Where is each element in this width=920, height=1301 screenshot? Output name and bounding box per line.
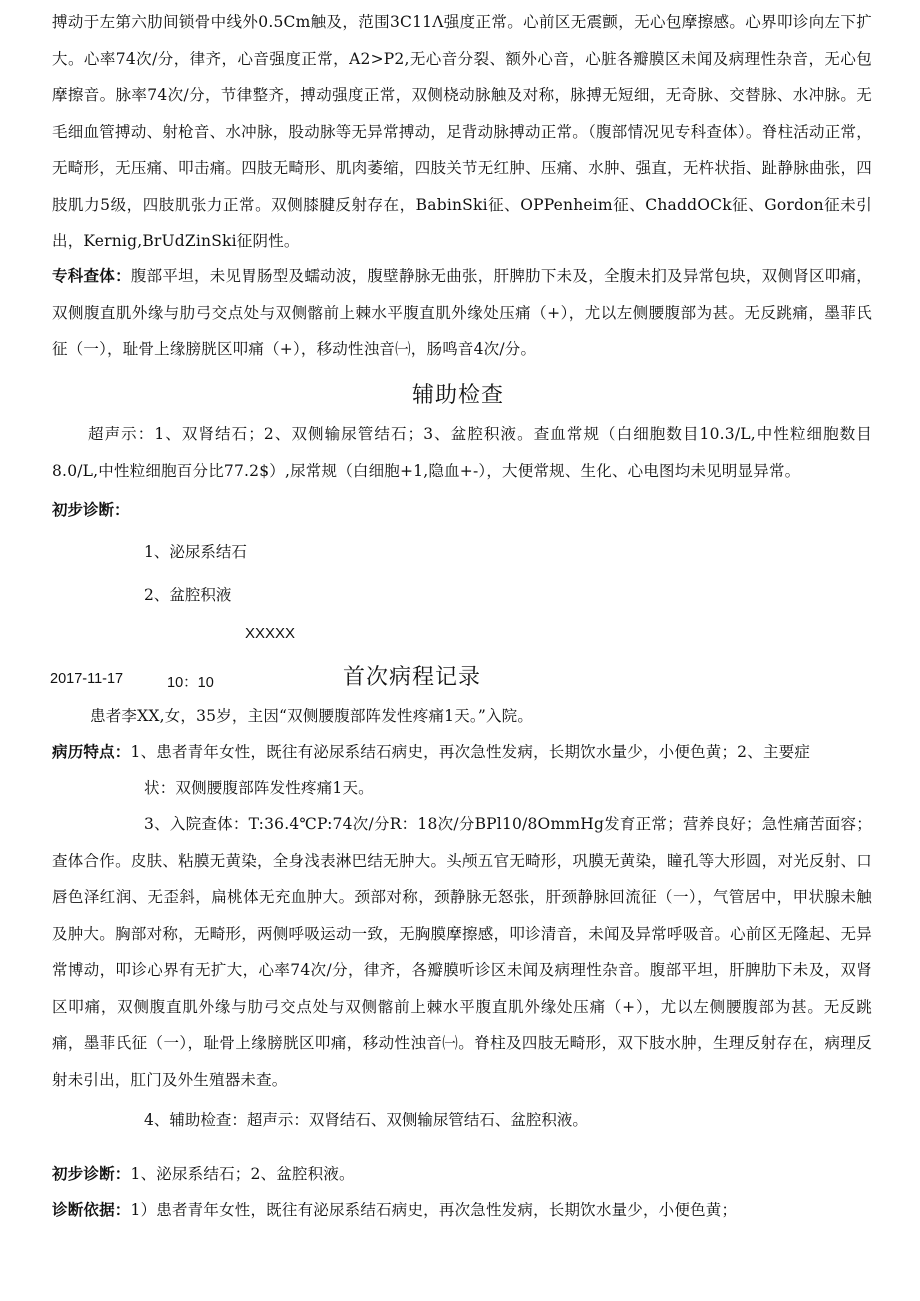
case-features-continuation: 状：双侧腰腹部阵发性疼痛1天。: [144, 779, 374, 797]
case-features-line: [52, 734, 872, 771]
record-prelim-label: 初步诊断：: [52, 1164, 131, 1183]
record-date: 2017-11-17: [50, 671, 124, 687]
specialty-exam-text: 腹部平坦，未见胃肠型及蠕动波，腹壁静脉无曲张，肝脾肋下未及，全腹未扪及异常包块，双侧肾区叩痛，双侧腹直肌外缘与肋弓交点处与双侧髂前上棘水平腹直肌外缘处压痛（+），尤以左侧腰腹部为甚。无反跳痛，墨菲氏征（一），耻骨上缘膀胱区叩痛（+），移动性浊音㈠，肠鸣音4次/分。: [52, 267, 872, 358]
record-time: 10：10: [167, 675, 214, 691]
record-title: 首次病程记录: [343, 665, 482, 690]
prelim-diagnosis-label: 初步诊断：: [52, 500, 130, 519]
specialty-exam-paragraph: [52, 258, 872, 368]
signature: XXXXX: [245, 625, 296, 642]
specialty-exam-label: 专科查体：: [52, 266, 131, 285]
record-prelim-text: 1、泌尿系结石；2、盆腔积液。: [130, 1165, 355, 1183]
case-features-text: 1、患者青年女性，既往有泌尿系结石病史，再次急性发病，长期饮水量少，小便色黄；2、主要症: [130, 743, 811, 761]
prelim-diagnosis-item-1: 1、泌尿系结石: [144, 543, 247, 561]
diagnosis-basis-text: 1）患者青年女性，既往有泌尿系结石病史，再次急性发病，长期饮水量少，小便色黄；: [130, 1201, 738, 1219]
physical-exam-continuation: 搏动于左第六肋间锁骨中线外0.5Cm触及，范围3C11Λ强度正常。心前区无震颤，无心包摩擦感。心界叩诊向左下扩大。心率74次/分，律齐，心音强度正常，A2>P2,无心音分裂、额外心音，心脏各瓣膜区未闻及病理性杂音，无心包摩擦音。脉率74次/分，节律整齐，搏动强度正常，双侧桡动脉触及对称，脉搏无短细，无奇脉、交替脉、水冲脉。无毛细血管搏动、射枪音、水冲脉，股动脉等无异常搏动，足背动脉搏动正常。（腹部情况见专科查体）。脊柱活动正常，无畸形，无压痛、叩击痛。四肢无畸形、肌肉萎缩，四肢关节无红肿、压痛、水肿、强直，无杵状指、趾静脉曲张，四肢肌力5级，四肢肌张力正常。双侧膝腱反射存在，BabinSki征、OPPenheim征、ChaddOCk征、Gordon征未引出，Kernig,BrUdZinSki征阴性。: [52, 13, 872, 250]
case-features-label: 病历特点：: [52, 742, 131, 761]
diagnosis-basis-label: 诊断依据：: [52, 1200, 131, 1219]
auxiliary-exam-heading: 辅助检查: [412, 383, 505, 408]
patient-intro: 患者李XX,女，35岁，主因“双侧腰腹部阵发性疼痛1天。”入院。: [90, 707, 534, 725]
diagnosis-basis: [52, 1192, 872, 1229]
record-prelim-diagnosis: [52, 1156, 872, 1193]
admission-exam-text: 3、入院查体：T:36.4℃P:74次/分R：18次/分BPl10/8OmmHg发育正常；营养良好；急性痛苦面容；查体合作。皮肤、粘膜无黄染，全身浅表淋巴结无肿大。头颅五官无畸形，巩膜无黄染，瞳孔等大形圆，对光反射、口唇色泽红润、无歪斜，扁桃体无充血肿大。颈部对称，颈静脉无怒张，肝颈静脉回流征（一），气管居中，甲状腺未触及肿大。胸部对称，无畸形，两侧呼吸运动一致，无胸膜摩擦感，叩诊清音，未闻及异常呼吸音。心前区无隆起、无异常博动，叩诊心界有无扩大，心率74次/分，律齐，各瓣膜听诊区未闻及病理性杂音。腹部平坦，肝脾肋下未及，双肾区叩痛，双侧腹直肌外缘与肋弓交点处与双侧髂前上棘水平腹直肌外缘处压痛（+），尤以左侧腰腹部为甚。无反跳痛，墨菲氏征（一），耻骨上缘膀胱区叩痛，移动性浊音㈠。脊柱及四肢无畸形，双下肢水肿，生理反射存在，病理反射未引出，肛门及外生殖器未查。: [52, 815, 872, 1089]
record-aux-exam: 4、辅助检查：超声示：双肾结石、双侧输尿管结石、盆腔积液。: [144, 1111, 588, 1129]
auxiliary-exam-text: 超声示：1、双肾结石；2、双侧输尿管结石；3、盆腔积液。查血常规（白细胞数目10.3/L,中性粒细胞数目8.0/L,中性粒细胞百分比77.2$）,尿常规（白细胞+1,隐血+-），大便常规、生化、心电图均未见明显异常。: [52, 425, 872, 480]
prelim-diagnosis-item-2: 2、盆腔积液: [144, 586, 232, 604]
